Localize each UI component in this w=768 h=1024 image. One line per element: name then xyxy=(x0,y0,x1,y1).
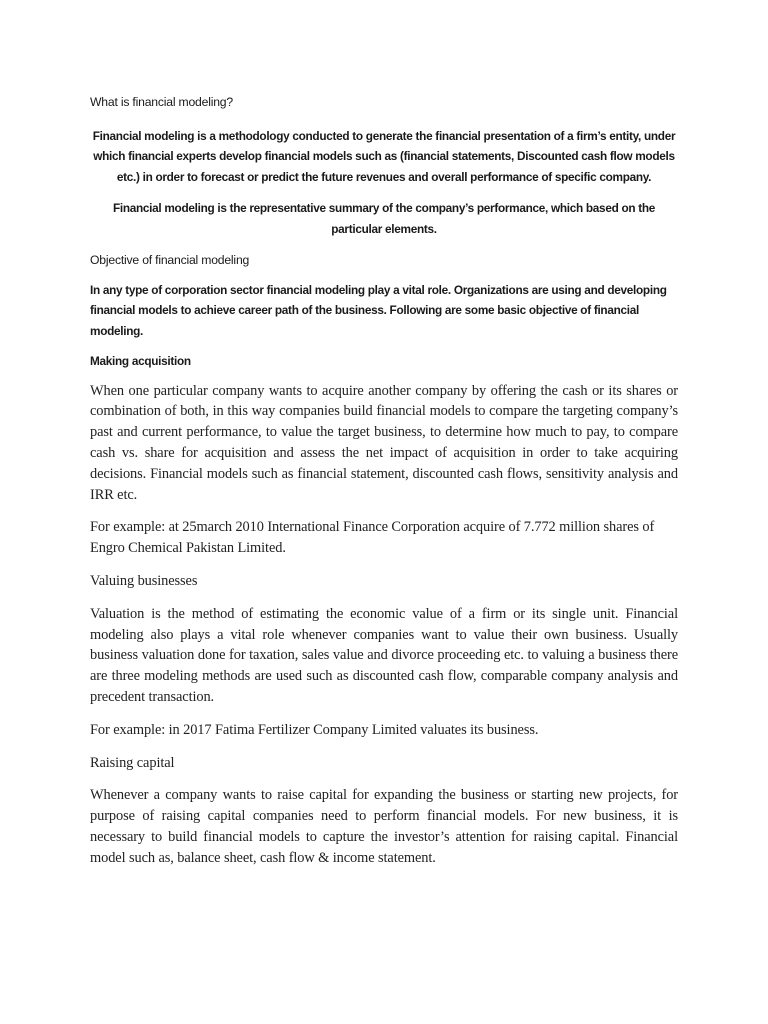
summary-paragraph: Financial modeling is the representative summary of the company’s performance, which based on the particular elements. xyxy=(112,201,656,236)
heading-raising-capital: Raising capital xyxy=(90,754,175,771)
definition-paragraph: Financial modeling is a methodology conducted to generate the financial presentation of a firm’s entity, under which financial experts develop financial models such as (financial statements, Discounted cash flow models etc.) in order to forecast or predict the future revenues and overall performance of specific company. xyxy=(92,129,676,184)
heading-making-acquisition: Making acquisition xyxy=(90,354,191,369)
heading-objective: Objective of financial modeling xyxy=(90,253,250,268)
document-page xyxy=(90,92,678,869)
objective-paragraph: In any type of corporation sector financial modeling play a vital role. Organizations are using and developing financial models to achieve career path of the business. Following are some basic objective of financial modeling. xyxy=(90,283,667,338)
valuing-example-paragraph: For example: in 2017 Fatima Fertilizer Company Limited valuates its business. xyxy=(90,721,539,738)
heading-what-is-financial-modeling: What is financial modeling? xyxy=(90,95,233,109)
acquisition-example-paragraph: For example: at 25march 2010 International Finance Corporation acquire of 7.772 million shares of Engro Chemical Pakistan Limited. xyxy=(90,519,655,557)
raising-paragraph: Whenever a company wants to raise capital for expanding the business or starting new projects, for purpose of raising capital companies need to perform financial models. For new business, it is necessary to build financial models to capture the investor’s attention for raising capital. Financial model such as, balance sheet, cash flow & income statement. xyxy=(90,787,678,866)
valuing-paragraph: Valuation is the method of estimating the economic value of a firm or its single unit. Financial modeling also plays a vital role whenever companies want to value their own business. Usually business valuation done for taxation, sales value and divorce proceeding etc. to valuing a business there are three modeling methods are used such as discounted cash flow, comparable company analysis and precedent transaction. xyxy=(90,605,678,706)
heading-valuing-businesses: Valuing businesses xyxy=(90,573,198,590)
acquisition-paragraph: When one particular company wants to acquire another company by offering the cash or its shares or combination of both, in this way companies build financial models to compare the targeting company’s past and current performance, to value the target business, to determine how much to pay, to compare cash vs. share for acquisition and assess the net impact of acquisition in order to take acquiring decisions. Financial models such as financial statement, discounted cash flows, sensitivity analysis and IRR etc. xyxy=(90,382,678,503)
